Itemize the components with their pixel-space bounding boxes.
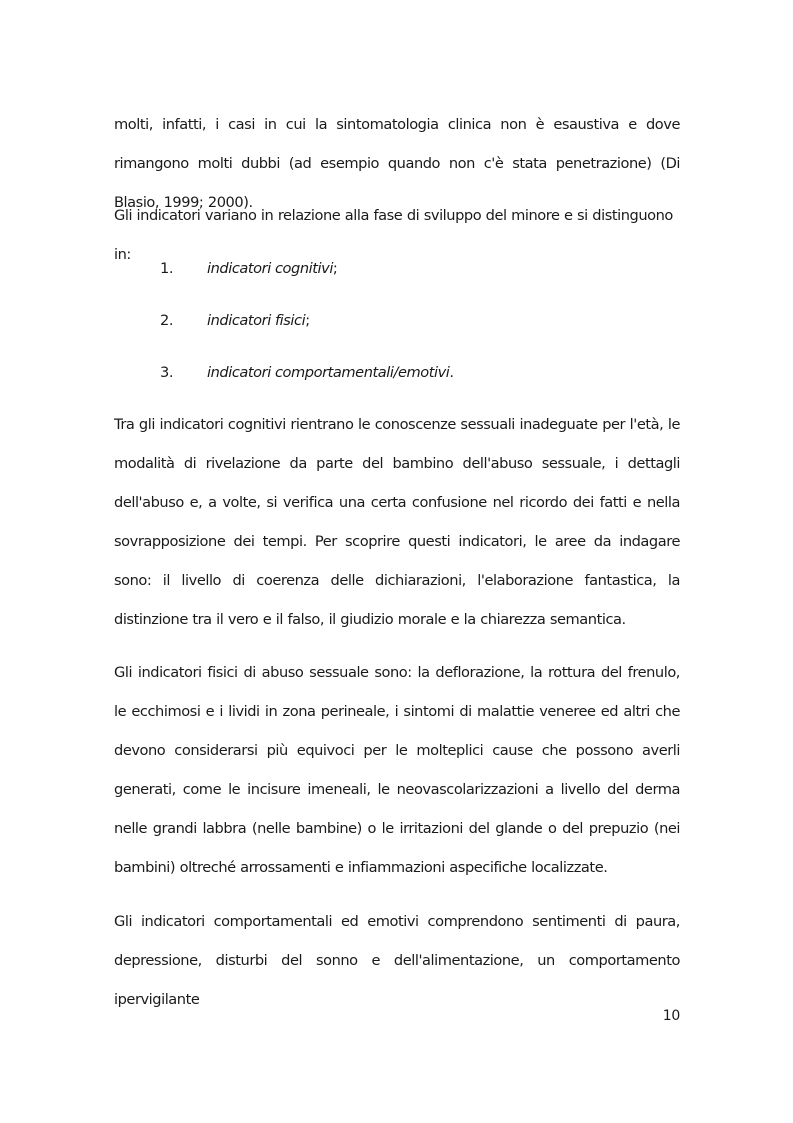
paragraph-list-intro: Gli indicatori variano in relazione alla fase di sviluppo del minore e si distinguono in: (114, 207, 673, 263)
paragraph-behavioral-indicators: Gli indicatori comportamentali ed emotivi comprendono sentimenti di paura, depressione, disturbi del sonno e dell'alimentazione, un comportamento ipervigilante (114, 913, 680, 1008)
list-number: 2. (160, 312, 174, 329)
list-number: 3. (160, 364, 174, 381)
list-item-behavioral (160, 353, 454, 392)
list-label: indicatori fisici (207, 312, 306, 329)
list-label: indicatori comportamentali/emotivi (207, 364, 450, 381)
paragraph-cognitive-indicators: Tra gli indicatori cognitivi rientrano le conoscenze sessuali inadeguate per l'età, le modalità di rivelazione da parte del bambino dell'abuso sessuale, i dettagli dell'abuso e, a volte, si verifica una certa confusione nel ricordo dei fatti e nella sovrapposizione dei tempi. Per scoprire questi indicatori, le aree da indagare sono: il livello di coerenza delle dichiarazioni, l'elaborazione fantastica, la distinzione tra il vero e il falso, il giudizio morale e la chiarezza semantica. (114, 416, 680, 628)
list-label: indicatori cognitivi (207, 260, 333, 277)
page-number: 10 (662, 1008, 680, 1024)
list-suffix: ; (305, 312, 310, 329)
paragraph-physical-indicators: Gli indicatori fisici di abuso sessuale sono: la deflorazione, la rottura del frenulo, le ecchimosi e i lividi in zona perineale, i sintomi di malattie veneree ed altri che devono considerarsi più equivoci per le molteplici cause che possono averli generati, come le incisure imeneali, le neovascolarizzazioni a livello del derma nelle grandi labbra (nelle bambine) o le irritazioni del glande o del prepuzio (nei bambini) oltreché arrossamenti e infiammazioni aspecifiche localizzate. (114, 664, 680, 876)
list-suffix: ; (332, 260, 338, 277)
list-item-cognitive (160, 249, 337, 288)
list-number: 1. (160, 260, 174, 277)
paragraph-continuation: molti, infatti, i casi in cui la sintomatologia clinica non è esaustiva e dove rimangono molti dubbi (ad esempio quando non c'è stata penetrazione) (Di Blasio, 1999; 2000). (114, 116, 680, 211)
list-item-physical (160, 301, 310, 340)
list-suffix: . (449, 364, 454, 381)
